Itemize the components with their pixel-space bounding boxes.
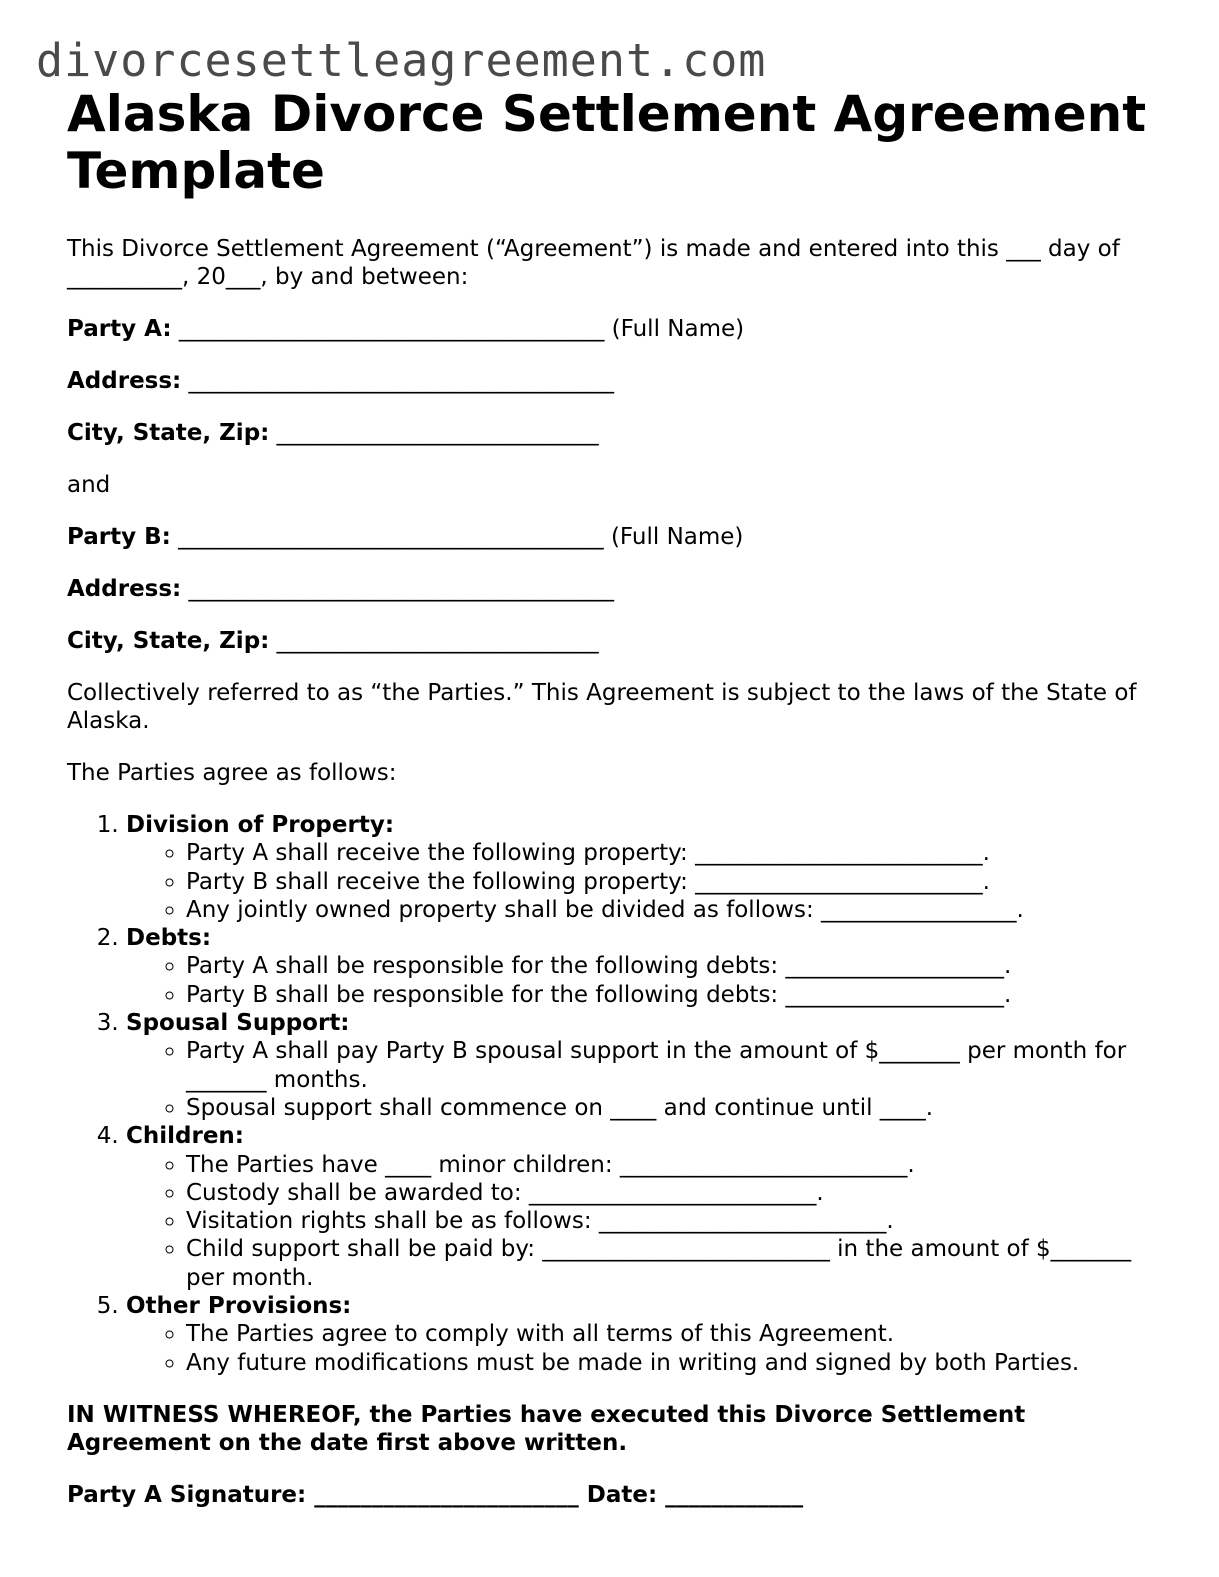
witness-statement: IN WITNESS WHEREOF, the Parties have executed this Divorce Settlement Agreement on the date first above written.: [67, 1401, 1026, 1456]
party-a-name-field: [67, 315, 1157, 343]
section-items: [126, 1151, 1157, 1292]
party-a-address-line: _____________________________________: [181, 368, 615, 394]
section-items: [126, 839, 1157, 924]
party-b-address-field: [67, 575, 1157, 603]
list-item: ◦ Party B shall be responsible for the following debts: ___________________.: [186, 981, 1157, 1009]
page-title: Alaska Divorce Settlement Agreement Template: [67, 85, 1147, 200]
party-a-address-field: [67, 367, 1157, 395]
party-b-name-line: _____________________________________ (Full Name): [170, 524, 744, 550]
agree-paragraph: The Parties agree as follows:: [67, 760, 397, 786]
and-text: and: [67, 472, 111, 498]
section-heading: Children:: [126, 1123, 244, 1150]
list-item: ◦ Spousal support shall commence on ____ and continue until ____.: [186, 1094, 1157, 1122]
section-heading: Division of Property:: [126, 812, 395, 838]
party-b-name-label: Party B:: [67, 524, 171, 550]
party-a-city-field: [67, 419, 1157, 447]
list-item: ◦ The Parties agree to comply with all terms of this Agreement.: [186, 1320, 1157, 1348]
section-items: [126, 952, 1157, 1009]
collective-paragraph: Collectively referred to as “the Parties.” This Agreement is subject to the laws of the State of Alaska.: [67, 680, 1137, 734]
party-a-address-label: Address:: [67, 368, 182, 394]
party-b-address-line: _____________________________________: [181, 576, 615, 602]
section-heading: Other Provisions:: [126, 1293, 352, 1320]
section-other-provisions: [126, 1292, 1157, 1377]
list-item: ◦ Any future modifications must be made in writing and signed by both Parties.: [186, 1349, 1157, 1377]
section-items: [126, 1037, 1157, 1122]
document-body: [67, 86, 1157, 1509]
section-heading: Debts:: [126, 925, 212, 952]
list-item: ◦ Party B shall receive the following property: _________________________.: [186, 868, 1157, 896]
party-a-name-label: Party A:: [67, 316, 172, 342]
intro-paragraph: This Divorce Settlement Agreement (“Agreement”) is made and entered into this ___ day of __________, 20___, by and between:: [67, 236, 1120, 290]
party-b-name-field: [67, 523, 1157, 551]
list-item: ◦ Child support shall be paid by: _________________________ in the amount of $_______ per month.: [186, 1235, 1157, 1292]
party-b-city-label: City, State, Zip:: [67, 628, 270, 654]
list-item: ◦ Visitation rights shall be as follows: _________________________.: [186, 1207, 1157, 1235]
party-a-name-line: _____________________________________ (Full Name): [171, 316, 745, 342]
list-item: ◦ Party A shall be responsible for the following debts: ___________________.: [186, 952, 1157, 980]
list-item: ◦ Any jointly owned property shall be divided as follows: _________________.: [186, 896, 1157, 924]
list-item: ◦ Custody shall be awarded to: _________________________.: [186, 1179, 1157, 1207]
section-spousal-support: [126, 1009, 1157, 1122]
section-items: [126, 1320, 1157, 1377]
list-item: ◦ The Parties have ____ minor children: _________________________.: [186, 1151, 1157, 1179]
party-b-address-label: Address:: [67, 576, 182, 602]
section-debts: [126, 924, 1157, 1009]
section-heading: Spousal Support:: [126, 1010, 350, 1037]
party-a-city-label: City, State, Zip:: [67, 420, 270, 446]
list-item: ◦ Party A shall receive the following property: _________________________.: [186, 839, 1157, 867]
list-item: ◦ Party A shall pay Party B spousal support in the amount of $_______ per month for _______ months.: [186, 1037, 1157, 1094]
site-watermark: divorcesettleagreement.com: [36, 34, 767, 87]
party-a-city-line: ____________________________: [269, 420, 599, 446]
party-a-signature-line: Party A Signature: _______________________ Date: ____________: [67, 1481, 804, 1508]
section-division-of-property: [126, 811, 1157, 924]
section-children: [126, 1122, 1157, 1292]
party-b-city-field: [67, 627, 1157, 655]
party-b-city-line: ____________________________: [269, 628, 599, 654]
terms-list: [67, 811, 1157, 1377]
